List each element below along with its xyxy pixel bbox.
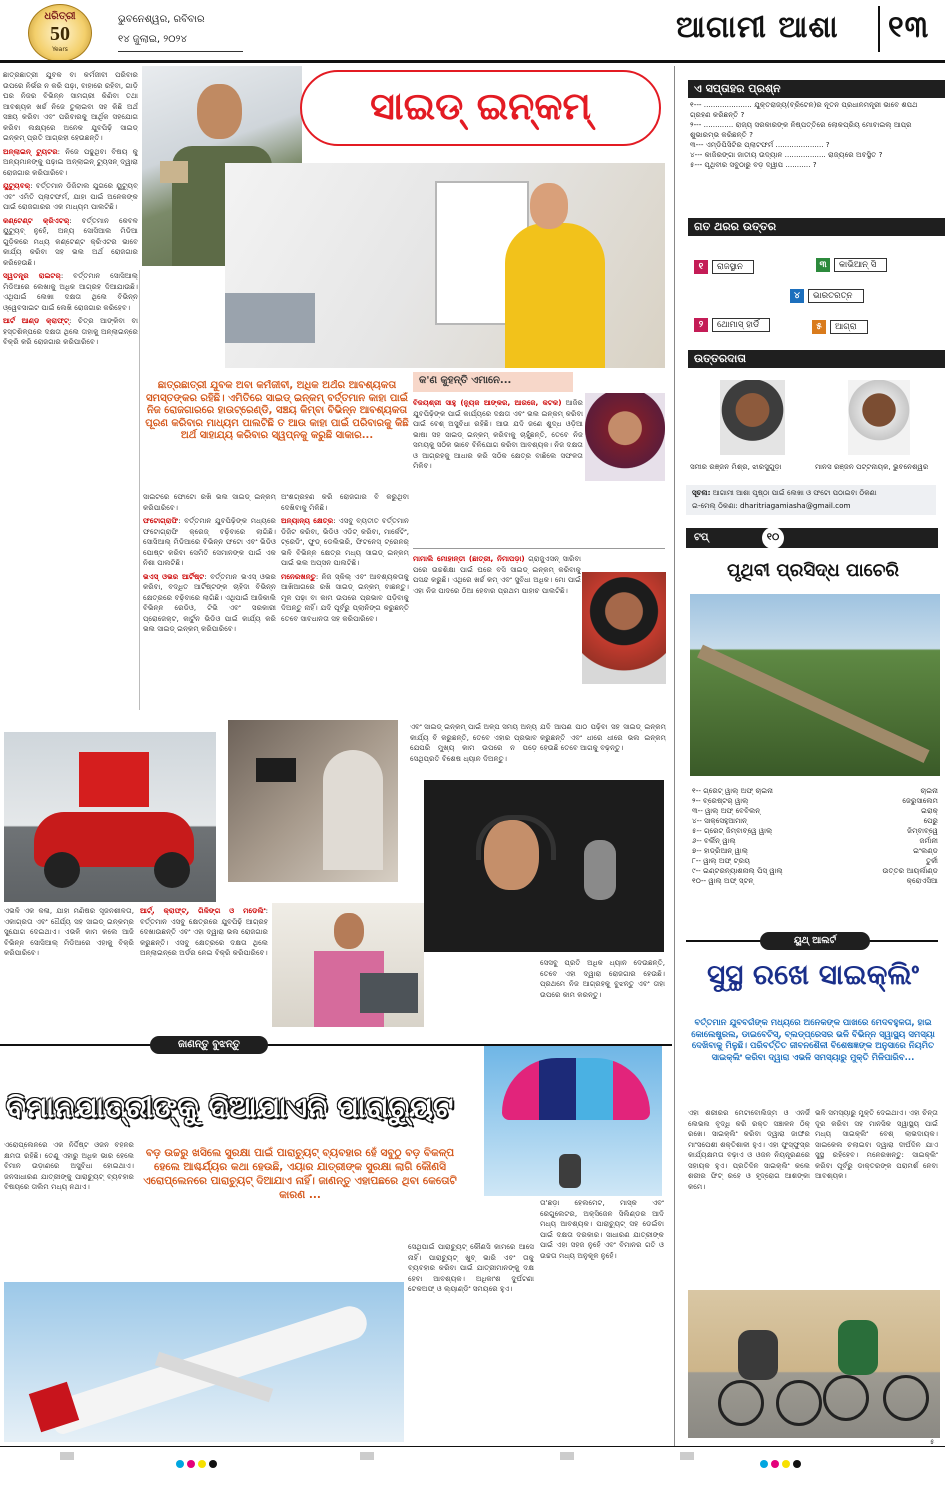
quiz-question-2: ୨--- ............. ରାଜ୍ୟ ସରକାରଙ୍କ ନିଷ୍ପତ୍ତିରେ ଲୋକପ୍ରିୟ ମୋବାଇଲ୍ ଆପ୍‌ର ଶୁଭାରମ୍ଭ କରିଛନ୍ତି ? — [690, 120, 912, 139]
quote-1-text: ଆଜିର ଯୁବପିଢ଼ିଙ୍କ ପାଇଁ କାର୍ଯ୍ୟରେ ଦକ୍ଷତା ଏବଂ ଭଲ ଇନ୍‌କମ୍ କରିବା ପାଇଁ ବେଶ୍ ଅସୁବିଧା ରହିଛି। ଆଉ ଯଦି ଜଣେ ଶୁଦ୍ଧ ଓଡ଼ିଆ ଭାଷା ସହ ସାଇଡ୍ ଇନ୍‌କମ୍ କରିବାକୁ ଚାହୁଁଛନ୍ତି, ତେବେ ନିଜ ସମୟକୁ ସଠିକ ଭାବେ ବିନିଯୋଗ କରିବା ଆବଶ୍ୟକ। ନିଜ ଦକ୍ଷତା ଓ ଆଗ୍ରହକୁ ଆଧାର କରି ସଠିକ କ୍ଷେତ୍ର ବାଛିଲେ ସଫଳତା ମିଳିବ। — [413, 398, 583, 470]
bottom-headline-back — [6, 1090, 486, 1130]
photo-airplane — [4, 1282, 404, 1442]
photo-great-wall — [690, 594, 940, 776]
column-2 — [143, 492, 276, 724]
quote-1-name: ବିଜୟଶ୍ରୀ ସାହୁ (ନ୍ୟୁଜ ଆଙ୍କର, ଆରଜେ, କଟକ) — [413, 398, 562, 407]
reg-mark-3 — [560, 1452, 574, 1460]
col3-item-1: ଅନ୍ୟାନ୍ୟ କ୍ଷେତ୍ର: ଏସବୁ ବ୍ୟତୀତ ବର୍ତ୍ତମାନ ଡିଜିଟ କରିବା, ଭିଡିଓ ଏଡିଟ୍ କରିବା, ମାର୍କେଟିଂ, ଟ୍ରେଡିଂ, ଫୁଡ୍ ଡେଲିଭରି, ଫିଟନେସ୍ ଟ୍ରେନର୍ ଭଳି ବିଭିନ୍ନ କ୍ଷେତ୍ର ମଧ୍ୟ ସାଇଡ୍ ଇନ୍‌କମ୍ ପାଇଁ ଭଲ ଅପ୍ସନ ପାଲଟିଛି। — [281, 516, 409, 567]
photo-quote-2 — [582, 572, 666, 684]
col1-item-4-title: ସ୍ୱତନ୍ତ୍ର ରାଇଟର୍ — [3, 271, 61, 280]
col1-item-5: ଆର୍ଟ ଆଣ୍ଡ କ୍ରାଫ୍ଟ୍: ଚିତ୍ର ଆଙ୍କିବା ବା ହସ୍ତଶିଳ୍ପରେ ଦକ୍ଷତା ଥିଲେ ତାହାକୁ ଅନ୍‌ଲାଇନ୍‌ରେ ବିକ୍ରି କରି ରୋଜଗାର କରିପାରିବେ। — [3, 316, 138, 346]
top10-row-2 — [692, 796, 938, 806]
col2-item-1: ଫଟୋଗ୍ରାଫି: ବର୍ତ୍ତମାନ ଯୁବପିଢ଼ିଙ୍କ ମଧ୍ୟରେ ଫଟୋଗ୍ରାଫି କ୍ରେଜ୍ ବଢ଼ିବାରେ ଲାଗିଛି। ସୋସିଆଲ୍ ମିଡିଆରେ ବିଭିନ୍ନ ଫଟୋ ଏବଂ ଭିଡିଓ ପୋଷ୍ଟ କରିବା ସେମିତି ସେମାନଙ୍କ ପାଇଁ ଏକ ନିଶା ପାଲଟିଛି। — [143, 516, 276, 567]
header-rule — [0, 60, 945, 63]
photo-camera-woman — [228, 720, 398, 882]
col3-item-2: ମନେରଖନ୍ତୁ: ନିଜ ସ୍କିଲ୍ ଏବଂ ଆବଶ୍ୟକତାକୁ ଆଖିଆଗରେ ରଖି ସାଇଡ୍ ଇନ୍‌କମ୍ ବାଛନ୍ତୁ। ମୂଳ ପଢ଼ା ବା କାମ ଉପରେ ପ୍ରଭାବ ପଡ଼ିବାକୁ ଦିଅନ୍ତୁ ନାହିଁ। ଯଦି ପୂର୍ବରୁ ପ୍ଲାନିଙ୍ଗ କରୁଛନ୍ତି ତେବେ ସାବଧାନତା ସହ କରିପାରିବେ। — [281, 571, 409, 623]
health-tag-box — [760, 932, 870, 950]
top10-row-7-right: ଇଂଲଣ୍ଡ — [913, 846, 938, 855]
place-day: ଭୁବନେଶ୍ୱର, ରବିବାର — [118, 14, 205, 25]
top10-row-9 — [692, 866, 938, 876]
lower-right-text: ସେସବୁ ପ୍ରତି ଅଧିକ ଧ୍ୟାନ ଦେଉଛନ୍ତି, ତେବେ ଏହା ଦ୍ୱାରା ରୋଜଗାର ହେଉଛି। ପ୍ରଥମେ ନିଜ ଆଗ୍ରହକୁ ବୁଝନ୍ତୁ ଏବଂ ତାହା ଉପରେ କାମ କରନ୍ତୁ। — [540, 958, 665, 999]
bike-wheel-3 — [823, 1375, 869, 1421]
col1-item-5-text: ଚିତ୍ର ଆଙ୍କିବା ବା ହସ୍ତଶିଳ୍ପରେ ଦକ୍ଷତା ଥିଲେ ତାହାକୁ ଅନ୍‌ଲାଇନ୍‌ରେ ବିକ୍ରି କରି ରୋଜଗାର କରିପାରିବେ। — [3, 316, 138, 346]
bike-wheel-1 — [718, 1380, 764, 1426]
col1-item-5-title: ଆର୍ଟ ଆଣ୍ଡ କ୍ରାଫ୍ଟ୍ — [3, 316, 70, 325]
lower-mid-title: ଆର୍ଟ୍, କ୍ରାଫ୍ଟ୍, ଗିଳିଙ୍ଗ ଓ ମଡେଲିଂ — [140, 906, 266, 915]
photo-quote-1 — [585, 393, 665, 481]
col1-item-3: କଣ୍ଟେଣ୍ଟ କ୍ରିଏଟର୍: ବର୍ତ୍ତମାନ କେବଳ ୟୁଟ୍ୟୁବ୍ ନୁହେଁ, ଅନ୍ୟ ସୋସିଆଲ ମିଡିଆ ଗୁଡ଼ିକରେ ମଧ୍ୟ କଣ୍ଟେଣ୍ଟ କ୍ରିଏଟର ଭାବେ କାର୍ଯ୍ୟ କରିବା ସହ ଭଲ ଅର୍ଥ ରୋଜଗାର କରିହେଉଛି। — [3, 215, 138, 267]
quiz-question-3: ୩--- ଏମ୍‌ଡିପିସିଟିର ପ୍ଲାଟଫର୍ମ ..................... ? — [690, 140, 830, 149]
top10-row-3 — [692, 806, 938, 816]
quote-2-name: ମାମାଲି ମୋହାନ୍ତୀ (ଛାତ୍ରୀ, ନିମାପଡ଼ା) — [413, 554, 525, 563]
top10-title: ପୃଥିବୀ ପ୍ରସିଦ୍ଧ ପାଚେରି — [726, 560, 900, 581]
answer-5-text: ଆଗ୍ରା — [830, 320, 868, 334]
health-right-col: ଭଳି ସମସ୍ୟାରୁ ମୁକ୍ତି ଦେଇଥାଏ। ଏହା ଚିନ୍ତା ଦୂର କରିବା ସହ ମାନସିକ ସ୍ୱାସ୍ଥ୍ୟ ପାଇଁ ମଧ୍ୟ ସାଇକ୍ଲିଂ ବେଶ୍ ଲାଭଦାୟକ। ସାଇକେଲ ଚଲାଇବା ଦ୍ୱାରା ଦୀର୍ଘଦିନ ଯାଏ ସୁସ୍ଥ ରହିହେବ। ମନେରଖନ୍ତୁ: ସାଇକ୍ଲିଂ କରିବା ପୂର୍ବରୁ ଡାକ୍ତରଙ୍କ ପରାମର୍ଶ ନେବା ଆବଶ୍ୟକ। — [815, 1108, 938, 1180]
respondent-1-name: ସମୀର ରଞ୍ଜନ ମିଶ୍ର, ଝାରସୁଗୁଡ଼ା — [690, 462, 782, 471]
footer-rule — [0, 1446, 945, 1447]
col3-item-1-title: ଅନ୍ୟାନ୍ୟ କ୍ଷେତ୍ର — [281, 516, 334, 525]
microphone-icon — [584, 840, 616, 900]
top10-row-2-right: ଜେରୁସାଲେମ — [902, 796, 938, 805]
delivery-box — [79, 752, 149, 807]
answer-3-num: ୩ — [816, 258, 830, 272]
col1-item-1-text: ନିଜେ ପଢୁଥିବା ବିଷୟ କୁ ଅନ୍ୟମାନଙ୍କୁ ପଢ଼ାଇ ଅନ୍‌ଲାଇନ୍ ଟ୍ୟୁସନ୍ ଦ୍ୱାରା ରୋଜଗାର କରିପାରିବେ। — [3, 146, 138, 177]
col1-item-4: ସ୍ୱତନ୍ତ୍ର ରାଇଟର୍: ବର୍ତ୍ତମାନ ସୋସିଆଲ୍ ମିଡିଆରେ ଲେଖାକୁ ଅଧିକ ଆଗ୍ରହ ଦିଆଯାଉଛି। ଏଥିପାଇଁ ଲେଖା ଦକ୍ଷତା ଥିଲେ ବିଭିନ୍ନ ଓ୍ୱେବସାଇଟ ପାଇଁ ଲେଖି ରୋଜଗାର କରିହେବ। — [3, 271, 138, 312]
top10-row-2-left: ୨-- ବ୍ରେଷ୍ଟର୍ ୱାଲ୍ — [692, 796, 749, 805]
quiz-title: ଏ ସପ୍ତାହର ପ୍ରଶ୍ନ — [688, 80, 945, 98]
man-head — [197, 84, 242, 139]
col1-item-2: ୟୁଟ୍ୟୁବର୍: ବର୍ତ୍ତମାନ ଡିଜିଟାଲ ଯୁଗରେ ୟୁଟ୍ୟୁବ୍ ଏବଂ ଏମିତି ପ୍ଲାଟଫର୍ମ, ଯାହା ପାଇଁ ଅନେକଙ୍କ ପାଇଁ ରୋଜଗାରର ଏକ ମାଧ୍ୟମ ପାଲଟିଛି। — [3, 181, 138, 211]
camera-icon — [256, 758, 296, 782]
top10-row-6 — [692, 836, 938, 846]
respondents-title: ଉତ୍ତରଦାତା — [688, 350, 945, 368]
kahanti-title: କ'ଣ କୁହନ୍ତି ଏମାନେ... — [419, 375, 512, 386]
top10-row-6-left: ୬-- ବର୍ଲିନ୍ ୱାଲ୍ — [692, 836, 736, 845]
col1-item-1-title: ଅନ୍‌ଲାଇନ୍ ଟ୍ୟୁଟର — [3, 146, 58, 156]
top10-row-4 — [692, 816, 938, 826]
intro-pull: ଛାତ୍ରଛାତ୍ରୀ ଯୁବକ ଅବା କର୍ମଜୀବୀ, ଅଧିକ ଅର୍ଥର ଆବଶ୍ୟକତା ସମସ୍ତଙ୍କର ରହିଛି। ଏମିତିରେ ସାଇଡ୍ ଇନ୍‌କମ୍ ବର୍ତ୍ତମାନ କାହା ପାଇଁ ନିଜ ରୋଜଗାରରେ ହାଉଟ୍ରେଣ୍ଡି, ସଞ୍ଚୟ କିମ୍ବା ବିଭିନ୍ନ ଆବଶ୍ୟକତା ପୂରଣ କରିବାର ମାଧ୍ୟମ ପାଲଟିଛି ତ ଆଉ କାହା ପାଇଁ ପରିବାରକୁ କିଛି ଅର୍ଥ ସାହାଯ୍ୟ କରିବାର ସ୍ୱପ୍ନକୁ କରୁଛି ସାକାର... — [145, 380, 409, 441]
respondent-2-name: ମାନସ ରଞ୍ଜନ ପଟ୍ଟନାୟକ, ଭୁବନେଶ୍ୱର — [815, 462, 929, 471]
top10-label: ଟପ୍ — [694, 532, 709, 543]
top10-row-8 — [692, 856, 938, 866]
anniversary-badge — [28, 4, 92, 62]
bike-wheel-4 — [883, 1375, 929, 1421]
photo-delivery-scooter — [4, 732, 216, 902]
bottom-right-col: ତା'ଛଡ଼ା ହେଲମେଟ, ମାସ୍କ ଏବଂ ରେଗୁଲେଟର, ଅକ୍ସିଜେନ ସିଲିଣ୍ଡର ଆଦି ମଧ୍ୟ ଆବଶ୍ୟକ। ପାରାଚ୍ୟୁଟ୍ ସହ ଡେଇଁବା ପାଇଁ ଦକ୍ଷତା ଦରକାର। ସାଧାରଣ ଯାତ୍ରୀଙ୍କ ପାଇଁ ଏହା ସହଜ ନୁହେଁ ଏବଂ ବିମାନର ଗତି ଓ ଉଚ୍ଚତା ମଧ୍ୟ ଅନୁକୂଳ ନୁହେଁ। — [540, 1198, 664, 1260]
note-label: ସୂଚନା: — [692, 488, 711, 497]
answer-5-num: ୫ — [812, 320, 826, 334]
quiz-question-4: ୪--- କାଜିରଙ୍ଗା ଜାତୀୟ ଉଦ୍ୟାନ .................. ରାଜ୍ୟରେ ଅବସ୍ଥିତ ? — [690, 150, 883, 159]
col3-item-2-text: ନିଜ ସ୍କିଲ୍ ଏବଂ ଆବଶ୍ୟକତାକୁ ଆଖିଆଗରେ ରଖି ସାଇଡ୍ ଇନ୍‌କମ୍ ବାଛନ୍ତୁ। ମୂଳ ପଢ଼ା ବା କାମ ଉପରେ ପ୍ରଭାବ ପଡ଼ିବାକୁ ଦିଅନ୍ତୁ ନାହିଁ। ଯଦି ପୂର୍ବରୁ ପ୍ଲାନିଙ୍ଗ କରୁଛନ୍ତି ତେବେ ସାବଧାନତା ସହ କରିପାରିବେ। — [281, 571, 409, 623]
answer-2-num: ୨ — [694, 318, 708, 332]
top10-row-10-left: ୧୦-- ୱାଲ୍ ଅଫ୍ ସ୍ଟନ୍ — [692, 876, 754, 885]
top10-row-1-left: ୧-- ଗ୍ରେଟ୍ ୱାଲ୍ ଅଫ୍ ଚାଇନା — [692, 786, 773, 795]
top10-row-1-right: ଚାଇନା — [920, 786, 938, 795]
answer-4-text: ଭାରତରତ୍ନ — [808, 289, 864, 303]
top10-row-9-left: ୯-- ଇଣ୍ଟରନ୍ୟାଶନାଲ୍ ପିସ୍ ୱାଲ୍ — [692, 866, 783, 875]
col2-item-2-title: ଭଏସ୍ ଓଭର ଆର୍ଟିଷ୍ଟ — [143, 571, 205, 581]
col2-lead: ସାଇଟରେ ଫୋଟୋ ରଖି ଭଲ ସାଇଡ୍ ଇନ୍‌କମ୍ କରିପାରିବେ। — [143, 492, 276, 512]
main-headline: ସାଇଡ୍ ଇନ୍‌କମ୍ — [370, 84, 591, 128]
answer-4-num: ୪ — [790, 289, 804, 303]
answer-2-text: ଥୋମାସ୍ ହାର୍ଡି — [712, 318, 770, 332]
section-title: ଆଗାମୀ ଆଶା — [676, 10, 839, 45]
money-icon — [160, 161, 188, 183]
respondent-2-photo — [848, 380, 910, 455]
reg-mark-4 — [680, 1452, 694, 1460]
top10-row-8-left: ୮-- ୱାଲ୍ ଅଫ୍ ଟ୍ରୟ — [692, 856, 751, 865]
cyclist-1 — [738, 1330, 778, 1380]
col1-item-1: ଅନ୍‌ଲାଇନ୍ ଟ୍ୟୁଟର: ନିଜେ ପଢୁଥିବା ବିଷୟ କୁ ଅନ୍ୟମାନଙ୍କୁ ପଢ଼ାଇ ଅନ୍‌ଲାଇନ୍ ଟ୍ୟୁସନ୍ ଦ୍ୱାରା ରୋଜଗାର କରିପାରିବେ। — [3, 146, 138, 177]
quiz-questions — [690, 100, 936, 170]
badge-years-number: 50 — [50, 23, 70, 45]
scooter-wheel-front — [44, 852, 80, 888]
masthead — [0, 0, 945, 64]
quote-2 — [413, 554, 581, 722]
skydiver — [559, 1154, 581, 1188]
reg-mark-2 — [360, 1452, 374, 1460]
photo-cyclists — [688, 1290, 940, 1438]
quiz-question-1: ୧--- ..................... ଯୁକ୍ତରାଜ୍ୟ(ବ୍ରିଟେନ)ର ନୂତନ ପ୍ରଧାନମନ୍ତ୍ରୀ ଭାବେ ଶପଥ ଗ୍ରହଣ କରିଛନ୍ତି ? — [690, 100, 918, 119]
last-answers-title: ଗତ ଥରର ଉତ୍ତର — [688, 218, 945, 236]
footer-page-marker: ୫ — [930, 1438, 935, 1446]
cyclist-2 — [838, 1320, 878, 1375]
footer-marks — [60, 1452, 880, 1462]
top10-bar — [686, 528, 938, 548]
woman-yellow — [505, 223, 605, 368]
bike-wheel-2 — [776, 1380, 822, 1426]
health-headline: ସୁସ୍ଥ ରଖେ ସାଇକ୍ଲିଂ — [707, 958, 919, 991]
column-divider-1 — [139, 270, 140, 710]
bottom-mid-col: ସେଥିପାଇଁ ପାରାଚ୍ୟୁଟ୍ କୌଣସି କାମରେ ଆସେ ନାହିଁ। ପାରାଚ୍ୟୁଟ୍ ଖୁବ୍ ଭାରି ଏବଂ ତାକୁ ବ୍ୟବହାର କରିବା ପାଇଁ ଯାତ୍ରୀମାନଙ୍କୁ ଦକ୍ଷ ହେବା ଆବଶ୍ୟକ। ଅଧିକାଂଶ ଦୁର୍ଘଟଣା ଟେକଅଫ୍ ଓ ଲ୍ୟାଣ୍ଡିଂ ସମୟରେ ହୁଏ। — [408, 1242, 534, 1293]
bottom-tag-box — [150, 1036, 268, 1054]
top10-row-4-right: ପେରୁ — [923, 816, 938, 825]
top10-row-5 — [692, 826, 938, 836]
top10-row-7 — [692, 846, 938, 856]
bottom-intro: ବଡ଼ ଉଚ୍ଚରୁ ଖସିଲେ ସୁରକ୍ଷା ପାଇଁ ପାରାଚ୍ୟୁଟ୍ ବ୍ୟବହାର ହେଁ ସବୁଠୁ ବଡ଼ ବିକଳ୍ପ ହେଲେ ଆଶ୍ଚର୍ଯ୍ୟର କଥା ହେଉଛି, ଏୟାର ଯାତ୍ରୀଙ୍କ ସୁରକ୍ଷା ଲାଗି କୌଣସି ଏରୋପ୍ଲେନରେ ପାରାଚ୍ୟୁଟ୍ ଦିଆଯାଏ ନାହିଁ। ଜାଣନ୍ତୁ ଏହାପଛରେ ଥିବା କେତୋଟି କାରଣ ... — [143, 1147, 457, 1201]
badge-brand: ଧରିତ୍ରୀ — [44, 11, 76, 22]
top10-number: ୧୦ — [762, 527, 784, 549]
lower-mid-text: ବର୍ତ୍ତମାନ ଏସବୁ କ୍ଷେତ୍ରରେ ଯୁବପିଢ଼ି ଆଗ୍ରହ ଦେଖାଉଛନ୍ତି ଏବଂ ଏହା ଦ୍ୱାରା ଭଲ ରୋଜଗାର କରୁଛନ୍ତି। ଏସବୁ କ୍ଷେତ୍ରରେ ଦକ୍ଷତା ଥିଲେ ଅନ୍‌ଲାଇନ୍‌ରେ ଅର୍ଡର ନେଇ ବିକ୍ରି କରିପାରିବେ। — [140, 916, 268, 957]
answer-1-num: ୧ — [694, 260, 708, 274]
col1-lead: ଛାତ୍ରଛାତ୍ରୀ ଯୁବକ ବା କର୍ମଜୀବୀ ପରିବାର ଉପରେ ନିର୍ଭର ନ କରି ପଢ଼ା, ବାହାରେ ରହିବା, ଗାଡ଼ି ଘର ନିଜର ବିଭିନ୍ନ ସାମଗ୍ରୀ କିଣିବା ତଥା ଆବଶ୍ୟକ ଖର୍ଚ୍ଚ ନିଜେ ତୁଲାଇବା ସହ କିଛି ଅର୍ଥ ସଞ୍ଚୟ କରିବା ଏବଂ ପରିବାରକୁ ଆର୍ଥିକ ସହଯୋଗ କରିବା ଲକ୍ଷ୍ୟରେ ଅନେକ ଯୁବପିଢ଼ି ସାଇଡ୍ ଇନ୍‌କମ୍ ପ୍ରତି ଆଗ୍ରହୀ ହେଉଛନ୍ତି। — [3, 70, 138, 142]
top10-row-5-left: ୫-- ଗ୍ରେଟ୍ ଜିମ୍ବାବ୍ୱେ ୱାଲ୍ — [692, 826, 773, 835]
answer-1-text: ରାଜସ୍ଥାନ — [712, 260, 754, 274]
quote-1 — [413, 398, 583, 538]
photo-saree-laptop — [272, 903, 424, 1027]
woman-face — [334, 913, 364, 949]
note-text: ଆଗାମୀ ଆଶା ପୃଷ୍ଠା ପାଇଁ ଲେଖା ଓ ଫଟୋ ପଠାଇବା ଠିକଣା — [712, 488, 877, 497]
top10-row-7-left: ୭-- ହାଡ୍ରିଆନ୍ ୱାଲ୍ — [692, 846, 748, 855]
quote-2-text: ଗ୍ରାଜୁଏସନ୍ ସାରିବା ପରେ ଉଚ୍ଚଶିକ୍ଷା ପାଇଁ ଘରେ ବସି ସାଇଡ୍ ଇନ୍‌କମ୍ କରିବାକୁ ପସନ୍ଦ କରୁଛି। ଏଥିରେ ଖର୍ଚ୍ଚ କମ୍ ଏବଂ ସୁବିଧା ଅଧିକ। ମୋ ପାଇଁ ଏହା ନିଜ ପାଦରେ ଠିଆ ହେବାର ପ୍ରଥମ ପାହାଚ ପାଲଟିଛି। — [413, 554, 581, 595]
parachute-canopy — [502, 1058, 650, 1120]
badge-years-label: Years — [52, 46, 68, 53]
bottom-left-col: ଏରୋପ୍ଲେନରେ ଏକ ନିର୍ଦ୍ଦିଷ୍ଟ ଓଜନ ବହନର କ୍ଷମତା ରହିଛି। ତେଣୁ ଏହାରୁ ଅଧିକ ଭାର ହେଲେ ବିମାନ ଉଡ଼ାଣରେ ଅସୁବିଧା ହୋଇଥାଏ। ଜନସାଧାରଣ ଯାତ୍ରୀଙ୍କୁ ପାରାଚ୍ୟୁଟ୍ ବ୍ୟବହାର ବିଷୟରେ ତାଲିମ ମଧ୍ୟ ନଥାଏ। — [4, 1140, 134, 1191]
bottom-headline: ବିମାନଯାତ୍ରୀଙ୍କୁ ଦିଆଯାଏନି ପାରାଚ୍ୟୁଟ — [6, 1090, 486, 1125]
col1-item-2-title: ୟୁଟ୍ୟୁବର୍ — [3, 181, 31, 190]
col1-item-3-title: କଣ୍ଟେଣ୍ଟ କ୍ରିଏଟର୍ — [3, 215, 70, 225]
top10-row-10-right: କ୍ରୋଏସିଆ — [906, 876, 938, 885]
col2-item-1-text: ବର୍ତ୍ତମାନ ଯୁବପିଢ଼ିଙ୍କ ମଧ୍ୟରେ ଫଟୋଗ୍ରାଫି କ୍ରେଜ୍ ବଢ଼ିବାରେ ଲାଗିଛି। ସୋସିଆଲ୍ ମିଡିଆରେ ବିଭିନ୍ନ ଫଟୋ ଏବଂ ଭିଡିଓ ପୋଷ୍ଟ କରିବା ସେମିତି ସେମାନଙ୍କ ପାଇଁ ଏକ ନିଶା ପାଲଟିଛି। — [143, 516, 276, 567]
contact-email: ଇ-ମେଲ୍ ଠିକଣା: dharitriagamiasha@gmail.com — [692, 501, 851, 510]
top10-row-3-left: ୩-- ୱାଲ୍ ଅଫ୍ ବେବିଲନ୍ — [692, 806, 761, 815]
sidebar-divider — [674, 66, 675, 1446]
health-intro: ବର୍ତ୍ତମାନ ଯୁବବର୍ଗଙ୍କ ମଧ୍ୟରେ ଅନେକଙ୍କ ପାଖରେ ମେଦବହୁଳତା, ହାଇ କୋଲେଷ୍ଟ୍ରଲ, ଡାଇବେଟିସ୍, ବ୍ଲଡ୍‌ପ୍ରେସର ଭଳି ବିଭିନ୍ନ ସ୍ୱାସ୍ଥ୍ୟ ସମସ୍ୟା ଦେଖିବାକୁ ମିଳୁଛି। ପରିବର୍ତ୍ତିତ ଜୀବନଶୈଳୀ ବିଶେଷଜ୍ଞଙ୍କ ଅନୁସାରେ ନିୟମିତ ସାଇକ୍ଲିଂ କରିବା ଦ୍ୱାରା ଏଭଳି ସମସ୍ୟାରୁ ମୁକ୍ତି ମିଳିପାରିବ... — [691, 1018, 935, 1063]
contact-line-1 — [692, 488, 932, 498]
top10-row-9-right: ଉତ୍ତର ଆୟର୍ଲାଣ୍ଡ — [882, 866, 938, 875]
column-3 — [281, 492, 409, 724]
top10-row-3-right: ଇରାକ୍ — [920, 806, 938, 815]
photo-woman-board — [225, 163, 665, 368]
col3-lead: ଅଂଶଗ୍ରହଣ କରି ରୋଜଗାର ବି କରୁଥିବା ଦେଖିବାକୁ ମିଳିଛି। — [281, 492, 409, 512]
top10-row-5-right: ଜିମ୍ବାବ୍ୱେ — [907, 826, 938, 835]
header-divider — [878, 6, 880, 52]
col3-item-1-text: ଏସବୁ ବ୍ୟତୀତ ବର୍ତ୍ତମାନ ଡିଜିଟ କରିବା, ଭିଡିଓ ଏଡିଟ୍ କରିବା, ମାର୍କେଟିଂ, ଟ୍ରେଡିଂ, ଫୁଡ୍ ଡେଲିଭରି, ଫିଟନେସ୍ ଟ୍ରେନର୍ ଭଳି ବିଭିନ୍ନ କ୍ଷେତ୍ର ମଧ୍ୟ ସାଇଡ୍ ଇନ୍‌କମ୍ ପାଇଁ ଭଲ ଅପ୍ସନ ପାଲଟିଛି। — [281, 516, 409, 567]
photo-singer — [424, 780, 664, 952]
laptop-icon — [225, 293, 315, 343]
top10-row-6-right: ଜର୍ମାନୀ — [919, 836, 938, 845]
main-headline-box — [300, 70, 661, 146]
lower-mid-block: ଆର୍ଟ୍, କ୍ରାଫ୍ଟ୍, ଗିଳିଙ୍ଗ ଓ ମଡେଲିଂ: ବର୍ତ୍ତମାନ ଏସବୁ କ୍ଷେତ୍ରରେ ଯୁବପିଢ଼ି ଆଗ୍ରହ ଦେଖାଉଛନ୍ତି ଏବଂ ଏହା ଦ୍ୱାରା ଭଲ ରୋଜଗାର କରୁଛନ୍ତି। ଏସବୁ କ୍ଷେତ୍ରରେ ଦକ୍ଷତା ଥିଲେ ଅନ୍‌ଲାଇନ୍‌ରେ ଅର୍ଡର ନେଇ ବିକ୍ରି କରିପାରିବେ। — [140, 906, 268, 957]
kahanti-box — [413, 372, 573, 392]
col1-item-2-text: ବର୍ତ୍ତମାନ ଡିଜିଟାଲ ଯୁଗରେ ୟୁଟ୍ୟୁବ୍ ଏବଂ ଏମିତି ପ୍ଲାଟଫର୍ମ, ଯାହା ପାଇଁ ଅନେକଙ୍କ ପାଇଁ ରୋଜଗାରର ଏକ ମାଧ୍ୟମ ପାଲଟିଛି। — [3, 181, 138, 211]
quote-divider — [413, 548, 665, 549]
column-1 — [3, 70, 138, 704]
woman-head — [530, 183, 568, 229]
health-left-col: ଏହା ଶରୀରର ମେଟାବୋଲିଜ୍ମ ଓ ଏନର୍ଜି ଲେଭଲ ବୃଦ୍ଧି କରି ରକ୍ତ ସଞ୍ଚାଳନ ଠିକ୍ ରଖେ। ସାଇକ୍ଲିଂ କରିବା ଦ୍ୱାରା ଜାଙ୍ଘର ମାଂସପେଶୀ ଶକ୍ତିଶାଳୀ ହୁଏ। ଏହା ଫୁସ୍‌ଫୁସ୍‌ର କାର୍ଯ୍ୟକ୍ଷମତା ବଢ଼ାଏ ଓ ଓଜନ ନିୟନ୍ତ୍ରଣରେ ସହାୟକ ହୁଏ। ପ୍ରତିଦିନ ସାଇକ୍ଲିଂ କଲେ ଶରୀର ଫିଟ୍ ରହେ ଓ ହୃଦ୍‌ରୋଗ ଆଶଙ୍କା କମେ। — [688, 1108, 810, 1191]
headphones-icon — [476, 815, 556, 860]
laptop — [360, 973, 418, 1013]
bottom-tag: ଜାଣନ୍ତୁ ବୁଝନ୍ତୁ — [178, 1039, 240, 1050]
col4-text: ଏବଂ ସାଇଡ୍ ଇନ୍‌କମ୍ ପାଇଁ ଅଳ୍ପ ସମୟ ଅନ୍ୟ କାର୍ଯ୍ୟ ବି କରୁଛନ୍ତି, ତେବେ ଏହାର ପ୍ରଭାବ ଯେପରି ମୁଖ୍ୟ କାମ ଉପରେ ନ ପଡ଼େ ସେଥିପ୍ରତି ବିଶେଷ ଧ୍ୟାନ ଦିଅନ୍ତୁ। — [410, 722, 537, 763]
contact-box — [686, 485, 936, 515]
col1-item-3-text: ବର୍ତ୍ତମାନ କେବଳ ୟୁଟ୍ୟୁବ୍ ନୁହେଁ, ଅନ୍ୟ ସୋସିଆଲ ମିଡିଆ ଗୁଡ଼ିକରେ ମଧ୍ୟ କଣ୍ଟେଣ୍ଟ କ୍ରିଏଟର ଭାବେ କାର୍ଯ୍ୟ କରିବା ସହ ଭଲ ଅର୍ଥ ରୋଜଗାର କରିହେଉଛି। — [3, 215, 138, 267]
col2-item-1-title: ଫଟୋଗ୍ରାଫି — [143, 516, 179, 525]
top10-list — [692, 786, 938, 886]
photo-parachute — [484, 1046, 662, 1196]
woman-hood — [323, 750, 383, 870]
top10-row-8-right: ତୁର୍କୀ — [925, 856, 938, 865]
wall-path — [697, 645, 929, 763]
health-tag: ୟୁଥ୍ ଆଲର୍ଟ — [793, 935, 837, 946]
col1-item-4-text: ବର୍ତ୍ତମାନ ସୋସିଆଲ୍ ମିଡିଆରେ ଲେଖାକୁ ଅଧିକ ଆଗ୍ରହ ଦିଆଯାଉଛି। ଏଥିପାଇଁ ଲେଖା ଦକ୍ଷତା ଥିଲେ ବିଭିନ୍ନ ଓ୍ୱେବସାଇଟ ପାଇଁ ଲେଖି ରୋଜଗାର କରିହେବ। — [3, 271, 138, 312]
top10-row-10 — [692, 876, 938, 886]
reg-mark-1 — [60, 1452, 74, 1460]
col2-item-2: ଭଏସ୍ ଓଭର ଆର୍ଟିଷ୍ଟ: ବର୍ତ୍ତମାନ ଭଏସ୍ ଓଭର କରିବା, ବଦ୍ଧିତ ଆର୍ଟିଷ୍ଟଙ୍କ ଚାହିଦା ବିଭିନ୍ନ କ୍ଷେତ୍ରରେ ବଢ଼ିବାରେ ଲାଗିଛି। ଏଥିପାଇଁ ଆଜିକାଲି ବିଭିନ୍ନ ରେଡିଓ, ଟିଭି ଏବଂ ସରକାରୀ ପ୍ରୋଜେକ୍ଟ, କାର୍ଟୁନ ଭିଡିଓ ପାଇଁ କାର୍ଯ୍ୟ କରି ଭଲ ସାଇଡ୍ ଇନ୍‌କମ୍ କରିପାରିବେ। — [143, 571, 276, 633]
page-number: ୧୩ — [888, 10, 930, 45]
header-rule-short — [118, 51, 243, 52]
top10-row-4-left: ୪-- ସାକ୍ସେହୁଆମାନ୍ — [692, 816, 748, 825]
col3-item-2-title: ମନେରଖନ୍ତୁ — [281, 571, 316, 581]
lower-left-text: ଏଭଳି ଏକ କଳା, ଯାହା ମଣିଷର ସୃଜନଶୀଳତା, ଏକାଗ୍ରତା ଏବଂ ଧୈର୍ଯ୍ୟ ସହ ସାଇଡ୍ ଇନ୍‌କମ୍‌ର ସୁଯୋଗ ଦେଇଥାଏ। ଏଭଳି କାମ କଲେ ଆଜି ବିଭିନ୍ନ ସୋସିଆଲ୍ ମିଡିଆରେ ଏହାକୁ ବିକ୍ରି କରିପାରିବେ। — [4, 906, 134, 957]
answer-3-text: କାଭିଆନ୍ ସି — [834, 258, 887, 272]
col5-text: ଯଦି ଆପଣ ପାଠ ପଢ଼ିବା ସହ ସାଇଡ୍ ଇନ୍‌କମ୍ କରୁଛନ୍ତି ଏବଂ ଧୀରେ ଧୀରେ ଭଲ ଇନ୍‌କମ୍ ହେଉଛି ତେବେ ଆଗକୁ ବଢ଼ନ୍ତୁ। — [540, 722, 666, 752]
quiz-question-5: ୫--- ପୃଥିବୀର ସବୁଠାରୁ ବଡ଼ ଦ୍ୱୀପ ........... ? — [690, 160, 817, 169]
respondent-1-photo — [720, 380, 785, 455]
date: ୧୪ ଜୁଲାଇ, ୨୦୨୪ — [118, 34, 187, 45]
col2-item-2-text: ବର୍ତ୍ତମାନ ଭଏସ୍ ଓଭର କରିବା, ବଦ୍ଧିତ ଆର୍ଟିଷ୍ଟଙ୍କ ଚାହିଦା ବିଭିନ୍ନ କ୍ଷେତ୍ରରେ ବଢ଼ିବାରେ ଲାଗିଛି। ଏଥିପାଇଁ ଆଜିକାଲି ବିଭିନ୍ନ ରେଡିଓ, ଟିଭି ଏବଂ ସରକାରୀ ପ୍ରୋଜେକ୍ଟ, କାର୍ଟୁନ ଭିଡିଓ ପାଇଁ କାର୍ଯ୍ୟ କରି ଭଲ ସାଇଡ୍ ଇନ୍‌କମ୍ କରିପାରିବେ। — [143, 571, 276, 633]
scooter-wheel-back — [154, 852, 190, 888]
top10-row-1 — [692, 786, 938, 796]
